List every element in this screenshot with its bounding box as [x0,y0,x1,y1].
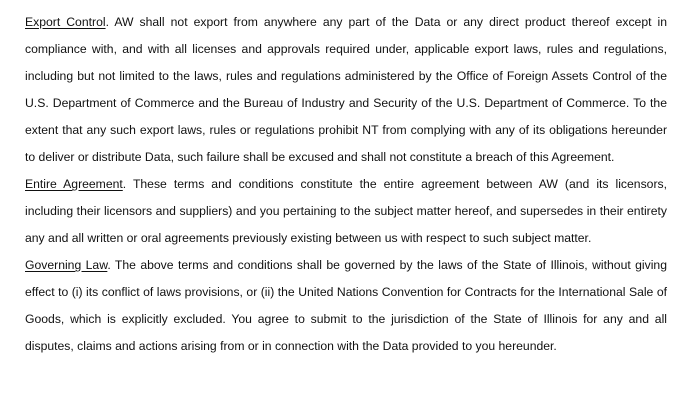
governing-law-text: . The above terms and conditions shall be governed by the laws of the State of Illinois, without giving effect to (i) its conflict of laws provisions, or (ii) the United Nations Convention for Contracts for the International Sale of Goods, which is explicitly excluded. You agree to submit to the jurisdiction of the State of Illinois for any and all disputes, claims and actions arising from or in connection with the Data provided to you hereunder. [25,258,667,353]
governing-law-section [25,252,667,360]
export-control-section [25,9,667,171]
governing-law-heading: Governing Law [25,258,108,272]
entire-agreement-heading: Entire Agreement [25,177,123,191]
export-control-text: . AW shall not export from anywhere any part of the Data or any direct product thereof except in compliance with, and with all licenses and approvals required under, applicable export laws, rules and regulations, including but not limited to the laws, rules and regulations administered by the Office of Foreign Assets Control of the U.S. Department of Commerce and the Bureau of Industry and Security of the U.S. Department of Commerce. To the extent that any such export laws, rules or regulations prohibit NT from complying with any of its obligations hereunder to deliver or distribute Data, such failure shall be excused and shall not constitute a breach of this Agreement. [25,15,668,164]
entire-agreement-text: . These terms and conditions constitute the entire agreement between AW (and its licensors, including their licensors and suppliers) and you pertaining to the subject matter hereof, and supersedes in their entirety any and all written or oral agreements previously existing between us with respect to such subject matter. [25,177,667,245]
entire-agreement-section [25,171,667,252]
export-control-heading: Export Control [25,15,106,29]
